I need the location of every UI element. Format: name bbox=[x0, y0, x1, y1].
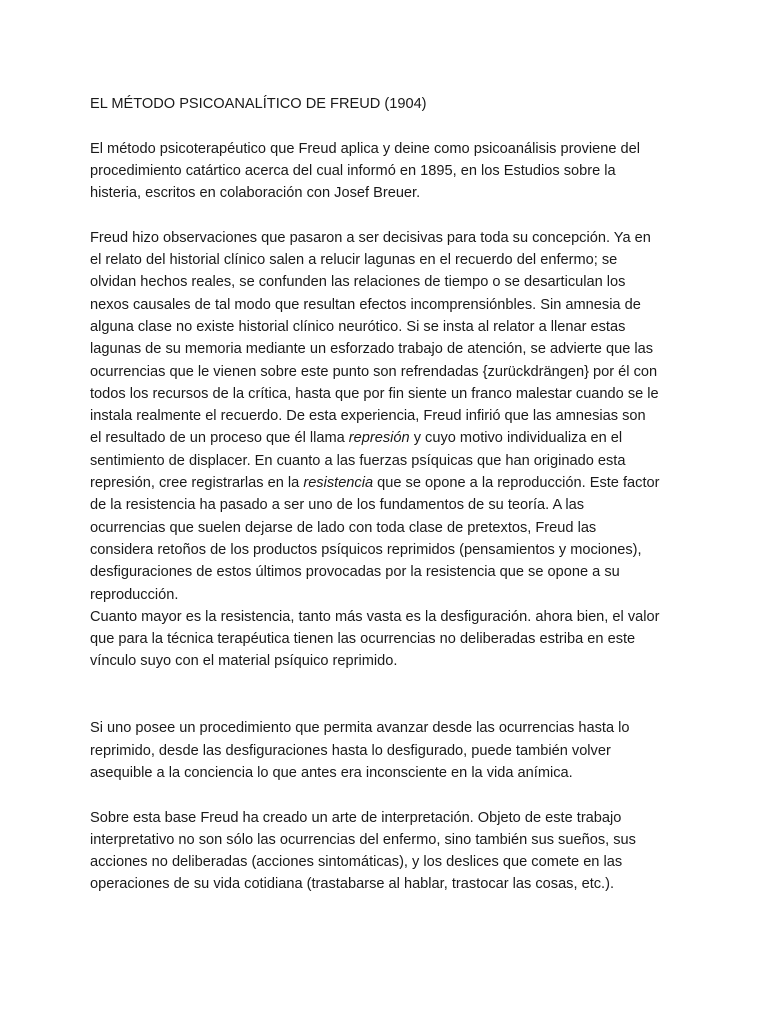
text-line: que para la técnica terapéutica tienen las ocurrencias no deliberadas estriba en este bbox=[90, 631, 636, 648]
paragraph-4 bbox=[90, 807, 690, 896]
emphasis-resistencia: resistencia bbox=[303, 475, 374, 492]
emphasis-represion: represión bbox=[348, 430, 410, 447]
text-line: El método psicoterapéutico que Freud aplica y deine como psicoanálisis proviene del bbox=[90, 140, 641, 157]
text-line: considera retoños de los productos psíquicos reprimidos (pensamientos y mociones), bbox=[90, 541, 642, 558]
text-line: ocurrencias que le vienen sobre este punto son refrendadas {zurückdrängen} por él con bbox=[90, 363, 658, 380]
text-line: todos los recursos de la crítica, hasta que por fin siente un franco malestar cuando se le bbox=[90, 385, 659, 402]
document-body bbox=[90, 93, 690, 896]
text-line: lagunas de su memoria mediante un esforzado trabajo de atención, se advierte que las bbox=[90, 341, 654, 358]
paragraph-spacer bbox=[90, 204, 690, 226]
text-run: que se opone a la reproducción. Este factor bbox=[373, 475, 660, 492]
text-line: ocurrencias que suelen dejarse de lado con toda clase de pretextos, Freud las bbox=[90, 519, 597, 536]
paragraph-3 bbox=[90, 717, 690, 784]
text-line: acciones no deliberadas (acciones sintomáticas), y los deslices que comete en las bbox=[90, 854, 623, 871]
text-line: el relato del historial clínico salen a relucir lagunas en el recuerdo del enfermo; se bbox=[90, 252, 618, 269]
text-run: represión, cree registrarlas en la bbox=[90, 475, 304, 492]
text-line: reprimido, desde las desfiguraciones hasta lo desfigurado, puede también volver bbox=[90, 742, 611, 759]
text-line-with-emphasis bbox=[90, 472, 690, 494]
text-line-with-emphasis bbox=[90, 427, 690, 449]
text-line: instala realmente el recuerdo. De esta experiencia, Freud infirió que las amnesias son bbox=[90, 408, 646, 425]
text-line: interpretativo no son sólo las ocurrencias del enfermo, sino también sus sueños, sus bbox=[90, 831, 636, 848]
text-line: operaciones de su vida cotidiana (trastabarse al hablar, trastocar las cosas, etc.). bbox=[90, 876, 615, 893]
text-line: de la resistencia ha pasado a ser uno de los fundamentos de su teoría. A las bbox=[90, 497, 585, 514]
text-line: Si uno posee un procedimiento que permita avanzar desde las ocurrencias hasta lo bbox=[90, 720, 630, 737]
text-line: reproducción. bbox=[90, 586, 179, 603]
paragraph-1 bbox=[90, 138, 690, 205]
text-line: Sobre esta base Freud ha creado un arte de interpretación. Objeto de este trabajo bbox=[90, 809, 622, 826]
text-line: nexos causales de tal modo que resultan efectos incomprensiónbles. Sin amnesia de bbox=[90, 296, 641, 313]
document-title: EL MÉTODO PSICOANALÍTICO DE FREUD (1904) bbox=[90, 96, 427, 112]
text-line: procedimiento catártico acerca del cual informó en 1895, en los Estudios sobre la bbox=[90, 162, 616, 179]
text-line: Cuanto mayor es la resistencia, tanto más vasta es la desfiguración. ahora bien, el valor bbox=[90, 608, 660, 625]
text-line: asequible a la conciencia lo que antes era inconsciente en la vida anímica. bbox=[90, 764, 573, 781]
paragraph-spacer bbox=[90, 784, 690, 806]
text-line: vínculo suyo con el material psíquico reprimido. bbox=[90, 653, 398, 670]
text-line: sentimiento de displacer. En cuanto a las fuerzas psíquicas que han originado esta bbox=[90, 452, 626, 469]
text-line: olvidan hechos reales, se confunden las relaciones de tiempo o se desarticulan los bbox=[90, 274, 626, 291]
paragraph-2 bbox=[90, 227, 690, 673]
paragraph-spacer bbox=[90, 673, 690, 718]
text-run: y cuyo motivo individualiza en el bbox=[409, 430, 623, 447]
text-line: desfiguraciones de estos últimos provocadas por la resistencia que se opone a su bbox=[90, 564, 620, 581]
text-line: alguna clase no existe historial clínico neurótico. Si se insta al relator a llenar estas bbox=[90, 318, 626, 335]
text-line: histeria, escritos en colaboración con Josef Breuer. bbox=[90, 185, 421, 202]
text-line: Freud hizo observaciones que pasaron a ser decisivas para toda su concepción. Ya en bbox=[90, 229, 651, 246]
text-run: el resultado de un proceso que él llama bbox=[90, 430, 349, 447]
